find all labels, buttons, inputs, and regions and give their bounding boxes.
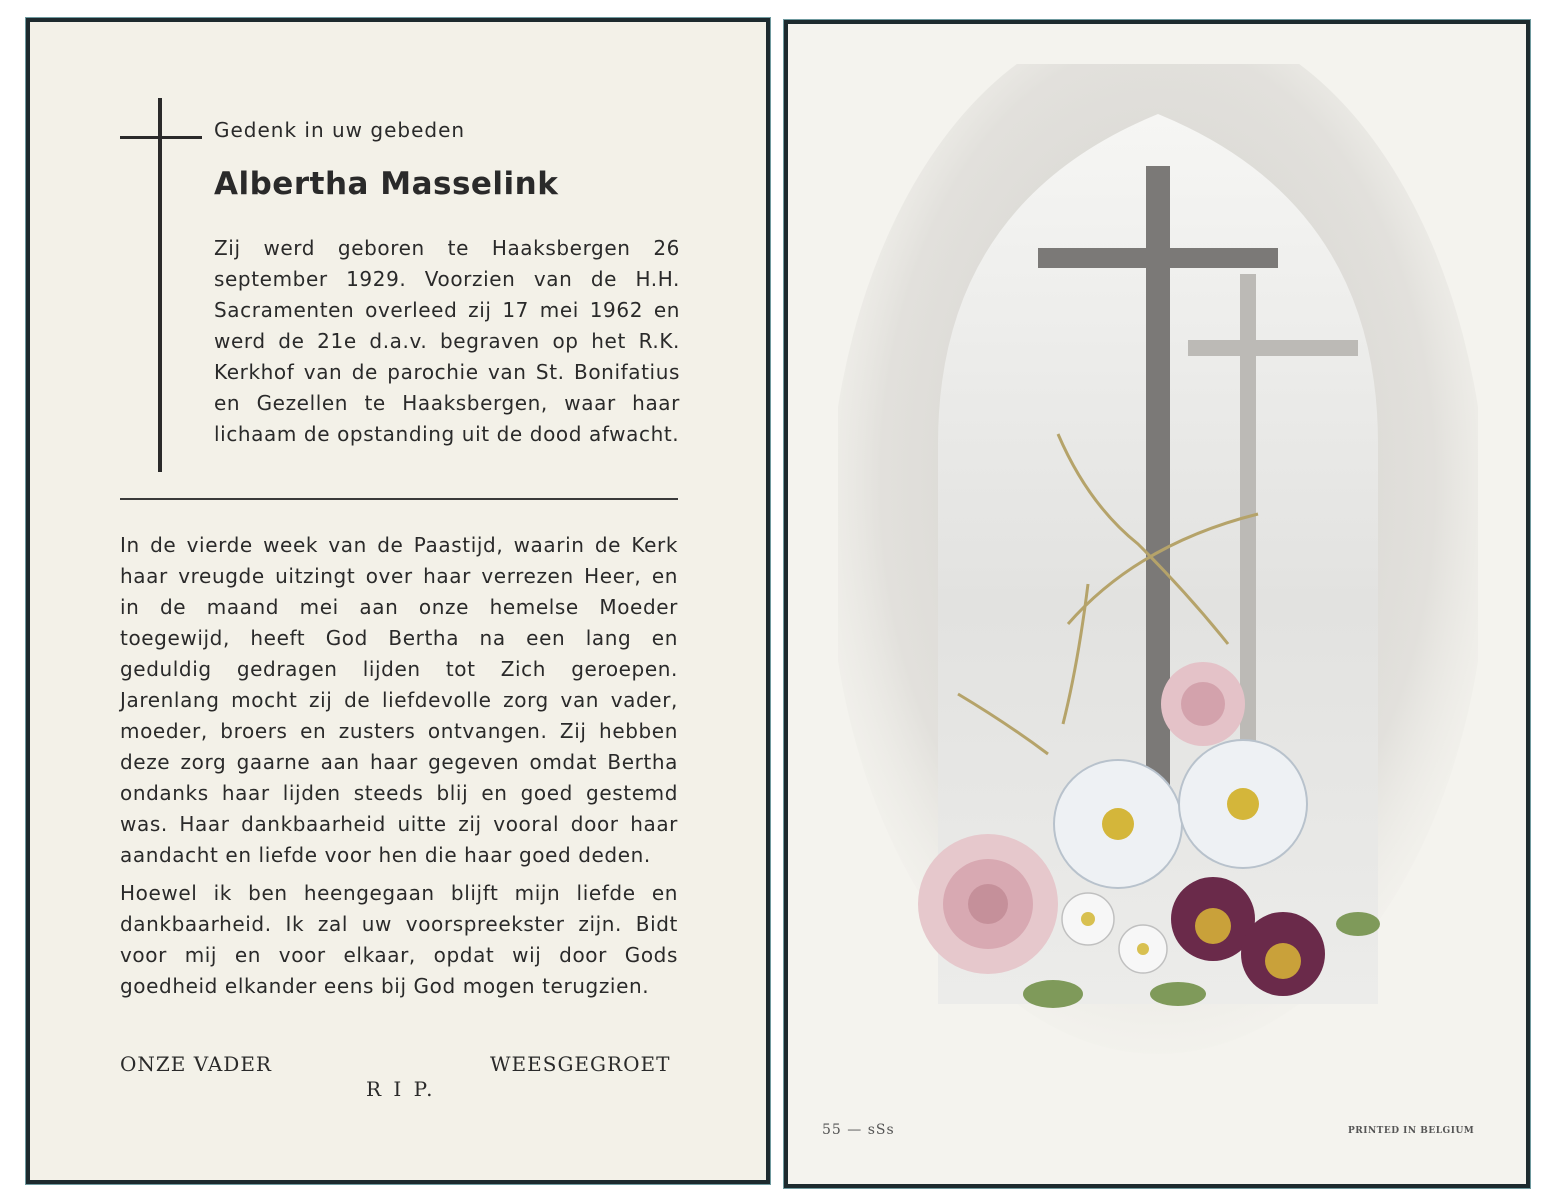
daisy-icon bbox=[1054, 760, 1182, 888]
cross-icon-horizontal bbox=[120, 136, 202, 139]
cross-flowers-illustration bbox=[838, 64, 1478, 1084]
rip-text: R I P. bbox=[366, 1077, 436, 1101]
daisy-icon bbox=[1179, 740, 1307, 868]
prayer-weesgegroet: WEESGEGROET bbox=[490, 1052, 671, 1076]
memorial-card-image-side bbox=[784, 20, 1530, 1188]
printed-note: PRINTED IN BELGIUM bbox=[1348, 1126, 1475, 1136]
divider bbox=[120, 498, 678, 500]
biography-paragraph: Zij werd geboren te Haaksbergen 26 september 1929. Voorzien van de H.H. Sacramenten overleed zij 17 mei 1962 en werd de 21e d.a.v. begraven op het R.K. Kerkhof van de parochie van St. Bonifatius en Gezellen te Haaksbergen, waar haar lichaam de opstanding uit de dood afwacht. bbox=[214, 236, 680, 446]
card-code: 55 — sSs bbox=[822, 1122, 895, 1138]
intro-line: Gedenk in uw gebeden bbox=[214, 118, 466, 142]
prayer-onze-vader: ONZE VADER bbox=[120, 1052, 272, 1076]
closing-paragraph: Hoewel ik ben heengegaan blijft mijn liefde en dankbaarheid. Ik zal uw voorspreekster zijn. Bidt voor mij en voor elkaar, opdat wij door Gods goedheid elkander eens bij God mogen terugzien. bbox=[120, 881, 678, 998]
memorial-card-text-side bbox=[26, 18, 770, 1184]
cross-icon-vertical bbox=[158, 98, 162, 472]
pink-rosebud-icon bbox=[1161, 662, 1245, 746]
main-paragraph: In de vierde week van de Paastijd, waarin de Kerk haar vreugde uitzingt over haar verrezen Heer, en in de maand mei aan onze hemelse Moeder toegewijd, heeft God Bertha na een lang en geduldig gedragen lijden tot Zich geroepen. Jarenlang mocht zij de liefdevolle zorg van vader, moeder, broers en zusters ontvangen. Zij hebben deze zorg gaarne aan haar gegeven omdat Bertha ondanks haar lijden steeds blij en goed gestemd was. Haar dankbaarheid uitte zij vooral door haar aandacht en liefde voor hen die haar goed deden. bbox=[120, 533, 678, 867]
deceased-name: Albertha Masselink bbox=[214, 166, 559, 202]
pink-rose-icon bbox=[918, 834, 1058, 974]
